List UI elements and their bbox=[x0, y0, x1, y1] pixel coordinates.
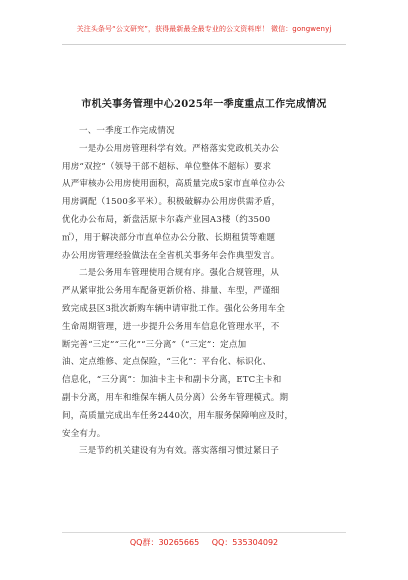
paragraph-line: 间，高质量完成出车任务2440次，用车服务保障响应及时， bbox=[62, 410, 294, 421]
document-title: 市机关事务管理中心2025年一季度重点工作完成情况 bbox=[81, 99, 327, 110]
paragraph-line: 三是节约机关建设有为有效。落实落细习惯过紧日子 bbox=[79, 446, 280, 457]
paragraph-line: 一是办公用房管理科学有效。严格落实党政机关办公 bbox=[79, 143, 280, 154]
paragraph-line: 油、定点维修、定点保险，“三化”：平台化、标识化、 bbox=[62, 357, 272, 368]
paragraph-line: 致完成县区3批次新购车辆申请审批工作。强化公务用车全 bbox=[62, 303, 286, 314]
footer-contact bbox=[0, 537, 408, 548]
paragraph-line: 严从紧审批公务用车配备更新价格、排量、车型，严谨细 bbox=[62, 286, 280, 297]
paragraph-line: 优化办公布局，新盘活原卡尔森产业园A3楼（约3500 bbox=[62, 214, 271, 225]
document-body bbox=[62, 123, 346, 461]
paragraph-line: 用房“双控”（领导干部不超标、单位整体不超标）要求 bbox=[62, 161, 272, 172]
paragraph-line: 办公用房管理经验做法在全省机关事务年会作典型发言。 bbox=[62, 250, 280, 261]
paragraph-line: ㎡），用于解决部分市直单位办公分散、长期租赁等难题 bbox=[62, 232, 276, 243]
footer-divider bbox=[62, 532, 346, 533]
paragraph-line: 安全有力。 bbox=[62, 428, 106, 439]
paragraph-line: 二是公务用车管理使用合规有序。强化合规管理，从 bbox=[79, 268, 280, 279]
paragraph-line: 用房调配（1500多平米）。积极破解办公用房供需矛盾， bbox=[62, 197, 281, 208]
paragraph-line: 信息化，“三分离”：加油卡主卡和副卡分离，ETC主卡和 bbox=[62, 375, 282, 386]
paragraph-line: 从严审核办公用房使用面积，高质量完成5家市直单位办公 bbox=[62, 179, 286, 190]
footer-qq: QQ：535304092 bbox=[211, 538, 279, 547]
header-banner: 关注头条号“公文研究”，获得最新最全最专业的公文资料库！ 微信：gongwenyj bbox=[76, 25, 332, 33]
paragraph-line: 生命周期管理，进一步提升公务用车信息化管理水平，不 bbox=[62, 321, 280, 332]
footer-qq-group: QQ群：30265665 bbox=[129, 538, 200, 547]
paragraph-line: 副卡分离，用车和维保车辆人员分离）公务车管理模式。期 bbox=[62, 392, 289, 403]
paragraph-line: 断完善“三定”“三化”“三分离”（“三定”：定点加 bbox=[62, 339, 247, 350]
section-heading: 一、一季度工作完成情况 bbox=[79, 126, 175, 136]
header-divider bbox=[62, 44, 346, 45]
